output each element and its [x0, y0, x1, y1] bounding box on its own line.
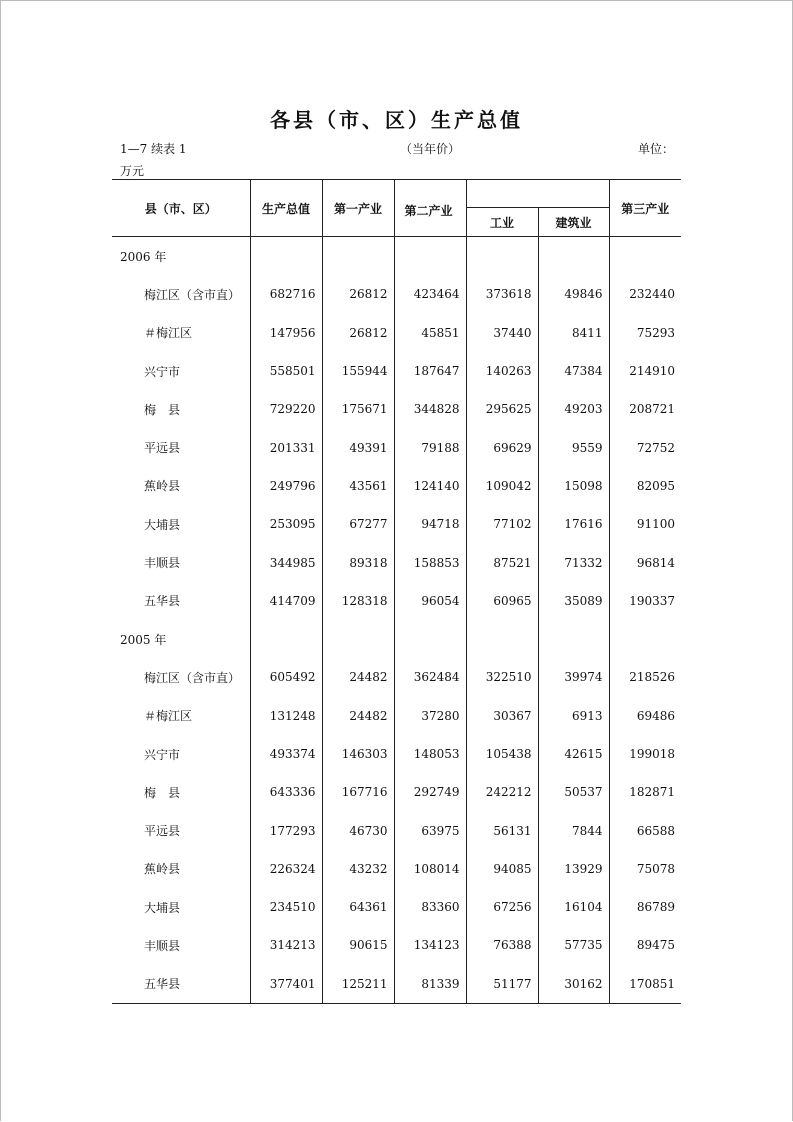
cell-primary: 26812 — [322, 314, 394, 352]
county-name: 梅江区（含市直） — [112, 275, 250, 313]
cell-industry: 56131 — [466, 811, 538, 849]
cell-secondary: 134123 — [394, 926, 466, 964]
cell-secondary: 81339 — [394, 965, 466, 1004]
county-name: 兴宁市 — [112, 352, 250, 390]
table-row — [112, 811, 681, 849]
cell-industry: 109042 — [466, 467, 538, 505]
cell-industry: 295625 — [466, 390, 538, 428]
table-row — [112, 275, 681, 313]
cell-gdp: 414709 — [250, 582, 322, 620]
cell-industry: 373618 — [466, 275, 538, 313]
cell-primary: 67277 — [322, 505, 394, 543]
cell-secondary: 79188 — [394, 428, 466, 466]
table-row — [112, 658, 681, 696]
cell-gdp: 131248 — [250, 697, 322, 735]
county-name: 平远县 — [112, 428, 250, 466]
cell-industry: 69629 — [466, 428, 538, 466]
cell-construction: 47384 — [538, 352, 609, 390]
header-construction: 建筑业 — [538, 208, 609, 237]
cell-tertiary: 182871 — [629, 785, 675, 800]
cell-industry: 242212 — [466, 773, 538, 811]
cell-construction: 49846 — [538, 275, 609, 313]
county-name: 丰顺县 — [112, 543, 250, 581]
cell-industry: 87521 — [466, 543, 538, 581]
cell-tertiary: 199018 — [629, 747, 675, 761]
cell-primary: 175671 — [322, 390, 394, 428]
table-row — [112, 697, 681, 735]
cell-industry: 77102 — [466, 505, 538, 543]
cell-primary: 89318 — [322, 543, 394, 581]
cell-tertiary: 91100 — [636, 517, 675, 532]
table-row — [112, 352, 681, 390]
cell-gdp: 201331 — [250, 428, 322, 466]
cell-construction: 30162 — [538, 965, 609, 1004]
cell-construction: 49203 — [538, 390, 609, 428]
cell-secondary: 108014 — [394, 850, 466, 888]
unit-value: 万元 — [120, 164, 145, 178]
cell-construction: 16104 — [538, 888, 609, 926]
cell-primary: 146303 — [322, 735, 394, 773]
table-row — [112, 888, 681, 926]
year-row — [112, 237, 681, 276]
county-name: 五华县 — [112, 965, 250, 1004]
table-row — [112, 850, 681, 888]
cell-primary: 43232 — [322, 850, 394, 888]
cell-construction: 17616 — [538, 505, 609, 543]
cell-gdp: 643336 — [250, 773, 322, 811]
cell-gdp: 177293 — [250, 811, 322, 849]
year-row — [112, 620, 681, 658]
header-secondary-group — [466, 180, 609, 208]
county-name: ＃梅江区 — [112, 314, 250, 352]
cell-construction: 9559 — [538, 428, 609, 466]
county-name: 梅 县 — [112, 773, 250, 811]
cell-primary: 24482 — [322, 658, 394, 696]
cell-primary: 26812 — [322, 275, 394, 313]
cell-tertiary: 86789 — [636, 900, 675, 915]
cell-industry: 140263 — [466, 352, 538, 390]
cell-secondary: 96054 — [394, 582, 466, 620]
county-name: 兴宁市 — [112, 735, 250, 773]
cell-industry: 37440 — [466, 314, 538, 352]
cell-construction: 35089 — [538, 582, 609, 620]
cell-secondary: 37280 — [394, 697, 466, 735]
cell-secondary: 362484 — [394, 658, 466, 696]
empty-cell — [609, 620, 681, 658]
table-row — [112, 314, 681, 352]
unit-label: 单位： — [638, 142, 675, 156]
cell-gdp: 314213 — [250, 926, 322, 964]
table-row — [112, 505, 681, 543]
county-name: 平远县 — [112, 811, 250, 849]
cell-construction: 7844 — [538, 811, 609, 849]
table-row — [112, 773, 681, 811]
cell-gdp: 226324 — [250, 850, 322, 888]
county-name: 蕉岭县 — [112, 850, 250, 888]
cell-primary: 90615 — [322, 926, 394, 964]
county-name: ＃梅江区 — [112, 697, 250, 735]
cell-industry: 30367 — [466, 697, 538, 735]
cell-gdp: 682716 — [250, 275, 322, 313]
cell-secondary: 148053 — [394, 735, 466, 773]
cell-construction: 50537 — [538, 773, 609, 811]
cell-tertiary: 218526 — [629, 670, 675, 685]
cell-gdp: 605492 — [250, 658, 322, 696]
cell-primary: 167716 — [322, 773, 394, 811]
county-name: 大埔县 — [112, 505, 250, 543]
empty-cell — [394, 237, 466, 276]
table-row — [112, 965, 681, 1004]
cell-primary: 43561 — [322, 467, 394, 505]
cell-tertiary: 214910 — [629, 364, 675, 379]
page-title: 各县（市、区）生产总值 — [270, 108, 523, 132]
cell-gdp: 377401 — [250, 965, 322, 1004]
county-name: 丰顺县 — [112, 926, 250, 964]
year-label: 2006 年 — [112, 237, 250, 276]
empty-cell — [394, 620, 466, 658]
cell-tertiary: 190337 — [629, 593, 675, 608]
empty-cell — [466, 237, 538, 276]
cell-secondary: 63975 — [394, 811, 466, 849]
table-code: 1—7 续表 1 — [120, 142, 187, 156]
year-label: 2005 年 — [112, 620, 250, 658]
cell-industry: 67256 — [466, 888, 538, 926]
cell-industry: 322510 — [466, 658, 538, 696]
cell-construction: 6913 — [538, 697, 609, 735]
cell-industry: 105438 — [466, 735, 538, 773]
table-row — [112, 582, 681, 620]
cell-secondary: 83360 — [394, 888, 466, 926]
cell-tertiary: 66588 — [636, 823, 675, 838]
cell-construction: 15098 — [538, 467, 609, 505]
cell-secondary: 423464 — [394, 275, 466, 313]
cell-tertiary: 75078 — [636, 861, 675, 876]
cell-gdp: 344985 — [250, 543, 322, 581]
empty-cell — [609, 237, 681, 276]
header-county: 县（市、区） — [112, 180, 250, 237]
cell-gdp: 558501 — [250, 352, 322, 390]
empty-cell — [538, 237, 609, 276]
price-note: （当年价） — [400, 142, 461, 156]
empty-cell — [322, 620, 394, 658]
cell-secondary: 94718 — [394, 505, 466, 543]
county-name: 蕉岭县 — [112, 467, 250, 505]
cell-gdp: 249796 — [250, 467, 322, 505]
cell-secondary: 45851 — [394, 314, 466, 352]
cell-gdp: 253095 — [250, 505, 322, 543]
empty-cell — [538, 620, 609, 658]
cell-tertiary: 72752 — [636, 440, 675, 455]
cell-construction: 57735 — [538, 926, 609, 964]
cell-industry: 51177 — [466, 965, 538, 1004]
cell-construction: 42615 — [538, 735, 609, 773]
cell-industry: 94085 — [466, 850, 538, 888]
cell-construction: 71332 — [538, 543, 609, 581]
cell-construction: 8411 — [538, 314, 609, 352]
empty-cell — [322, 237, 394, 276]
cell-primary: 24482 — [322, 697, 394, 735]
header-primary: 第一产业 — [322, 180, 394, 237]
empty-cell — [250, 620, 322, 658]
cell-tertiary: 69486 — [636, 708, 675, 723]
county-name: 大埔县 — [112, 888, 250, 926]
header-gdp: 生产总值 — [250, 180, 322, 237]
table-row — [112, 735, 681, 773]
cell-secondary: 344828 — [394, 390, 466, 428]
header-tertiary: 第三产业 — [609, 180, 681, 237]
cell-primary: 49391 — [322, 428, 394, 466]
cell-secondary: 124140 — [394, 467, 466, 505]
gdp-table — [112, 179, 681, 1004]
cell-tertiary: 232440 — [629, 287, 675, 302]
cell-primary: 46730 — [322, 811, 394, 849]
cell-tertiary: 82095 — [636, 478, 675, 493]
cell-gdp: 234510 — [250, 888, 322, 926]
cell-primary: 128318 — [322, 582, 394, 620]
table-row — [112, 543, 681, 581]
cell-secondary: 187647 — [394, 352, 466, 390]
table-row — [112, 390, 681, 428]
table-row — [112, 926, 681, 964]
cell-tertiary: 89475 — [636, 938, 675, 953]
cell-primary: 64361 — [322, 888, 394, 926]
table-body — [112, 237, 681, 1004]
header-secondary: 第二产业 — [394, 180, 466, 237]
cell-primary: 125211 — [322, 965, 394, 1004]
header-industry: 工业 — [466, 208, 538, 237]
cell-tertiary: 96814 — [636, 555, 675, 570]
table-row — [112, 467, 681, 505]
cell-industry: 60965 — [466, 582, 538, 620]
empty-cell — [250, 237, 322, 276]
county-name: 五华县 — [112, 582, 250, 620]
cell-secondary: 158853 — [394, 543, 466, 581]
cell-construction: 39974 — [538, 658, 609, 696]
empty-cell — [466, 620, 538, 658]
cell-gdp: 493374 — [250, 735, 322, 773]
cell-tertiary: 208721 — [629, 402, 675, 417]
cell-tertiary: 75293 — [636, 325, 675, 340]
cell-industry: 76388 — [466, 926, 538, 964]
cell-gdp: 729220 — [250, 390, 322, 428]
table-row — [112, 428, 681, 466]
cell-primary: 155944 — [322, 352, 394, 390]
county-name: 梅江区（含市直） — [112, 658, 250, 696]
cell-construction: 13929 — [538, 850, 609, 888]
cell-gdp: 147956 — [250, 314, 322, 352]
county-name: 梅 县 — [112, 390, 250, 428]
cell-tertiary: 170851 — [609, 965, 681, 1004]
cell-secondary: 292749 — [394, 773, 466, 811]
